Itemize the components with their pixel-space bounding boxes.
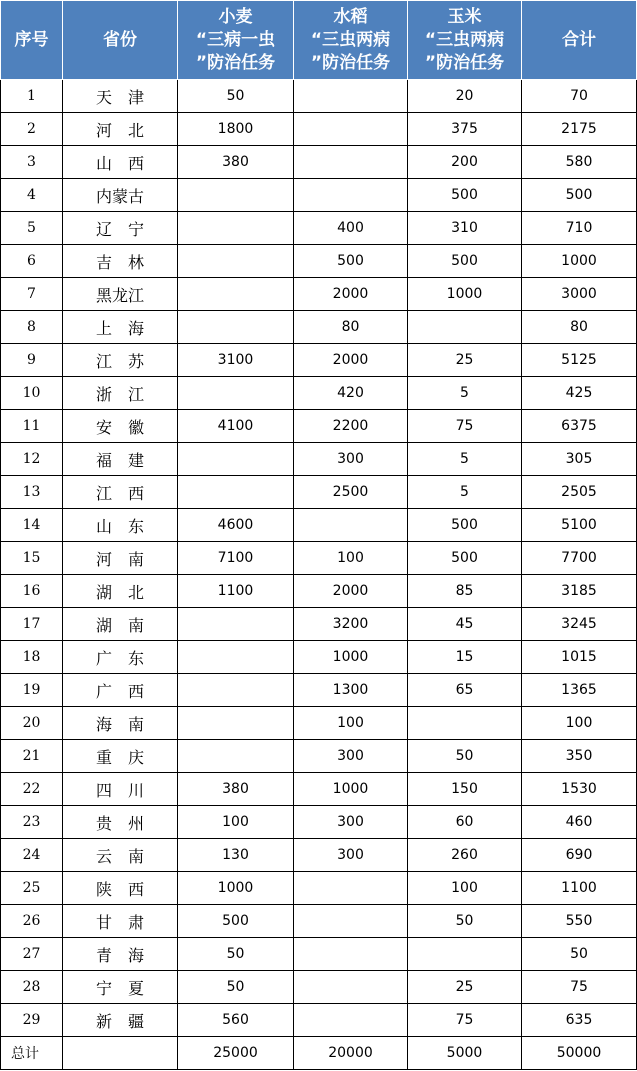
row-wheat <box>178 278 294 311</box>
row-index: 8 <box>1 311 63 344</box>
row-province: 福 建 <box>63 443 178 476</box>
table-row <box>1 410 637 443</box>
table-row <box>1 443 637 476</box>
table-row <box>1 245 637 278</box>
header-wheat-line3: ”防治任务 <box>195 52 276 73</box>
row-province: 上 海 <box>63 311 178 344</box>
row-total: 3000 <box>522 278 637 311</box>
row-total: 70 <box>522 80 637 113</box>
row-rice <box>294 80 408 113</box>
row-rice: 100 <box>294 542 408 575</box>
row-index: 29 <box>1 1004 63 1037</box>
row-wheat: 1800 <box>178 113 294 146</box>
row-total: 3245 <box>522 608 637 641</box>
row-total: 550 <box>522 905 637 938</box>
row-total: 1530 <box>522 773 637 806</box>
row-total: 1365 <box>522 674 637 707</box>
row-rice: 1300 <box>294 674 408 707</box>
row-rice: 1000 <box>294 641 408 674</box>
row-rice <box>294 113 408 146</box>
row-total: 5125 <box>522 344 637 377</box>
header-rice-line2: “三虫两病 <box>310 29 391 50</box>
row-province: 河 南 <box>63 542 178 575</box>
row-index: 24 <box>1 839 63 872</box>
total-rice: 20000 <box>294 1037 408 1070</box>
row-rice: 300 <box>294 740 408 773</box>
row-total: 7700 <box>522 542 637 575</box>
total-corn: 5000 <box>408 1037 522 1070</box>
table-row <box>1 476 637 509</box>
table-row <box>1 344 637 377</box>
table-row <box>1 179 637 212</box>
row-wheat <box>178 476 294 509</box>
row-wheat: 7100 <box>178 542 294 575</box>
row-corn: 50 <box>408 905 522 938</box>
table-row <box>1 608 637 641</box>
row-corn: 50 <box>408 740 522 773</box>
row-corn <box>408 938 522 971</box>
row-wheat: 4600 <box>178 509 294 542</box>
row-rice: 300 <box>294 806 408 839</box>
row-wheat <box>178 245 294 278</box>
row-corn: 200 <box>408 146 522 179</box>
table-row <box>1 377 637 410</box>
table-row <box>1 740 637 773</box>
header-rice <box>294 1 408 80</box>
table-row <box>1 80 637 113</box>
row-wheat <box>178 608 294 641</box>
row-corn: 75 <box>408 410 522 443</box>
table-row <box>1 872 637 905</box>
row-wheat: 380 <box>178 146 294 179</box>
row-index: 10 <box>1 377 63 410</box>
row-rice: 80 <box>294 311 408 344</box>
row-index: 7 <box>1 278 63 311</box>
row-index: 12 <box>1 443 63 476</box>
header-rice-line3: ”防治任务 <box>310 52 391 73</box>
row-corn: 25 <box>408 971 522 1004</box>
row-wheat <box>178 377 294 410</box>
header-index: 序号 <box>1 1 63 80</box>
row-corn: 75 <box>408 1004 522 1037</box>
row-total: 500 <box>522 179 637 212</box>
row-index: 9 <box>1 344 63 377</box>
row-corn <box>408 707 522 740</box>
row-total: 3185 <box>522 575 637 608</box>
row-province: 安 徽 <box>63 410 178 443</box>
header-wheat <box>178 1 294 80</box>
header-corn-line2: “三虫两病 <box>424 29 505 50</box>
row-corn: 5 <box>408 443 522 476</box>
row-province: 湖 北 <box>63 575 178 608</box>
row-rice <box>294 905 408 938</box>
row-wheat <box>178 707 294 740</box>
row-province: 内蒙古 <box>63 179 178 212</box>
row-rice <box>294 1004 408 1037</box>
row-index: 20 <box>1 707 63 740</box>
row-total: 690 <box>522 839 637 872</box>
table-row <box>1 1004 637 1037</box>
row-corn: 150 <box>408 773 522 806</box>
table-footer <box>1 1037 637 1070</box>
table-row <box>1 938 637 971</box>
row-province: 四 川 <box>63 773 178 806</box>
row-wheat <box>178 311 294 344</box>
header-corn <box>408 1 522 80</box>
row-corn: 85 <box>408 575 522 608</box>
row-province: 宁 夏 <box>63 971 178 1004</box>
row-corn: 1000 <box>408 278 522 311</box>
row-corn: 500 <box>408 509 522 542</box>
row-rice <box>294 509 408 542</box>
row-corn: 100 <box>408 872 522 905</box>
row-total: 305 <box>522 443 637 476</box>
row-index: 6 <box>1 245 63 278</box>
row-index: 21 <box>1 740 63 773</box>
row-total: 75 <box>522 971 637 1004</box>
row-wheat <box>178 674 294 707</box>
table-row <box>1 641 637 674</box>
row-total: 2505 <box>522 476 637 509</box>
row-province: 广 西 <box>63 674 178 707</box>
row-index: 14 <box>1 509 63 542</box>
header-rice-line1: 水稻 <box>333 6 368 27</box>
row-corn: 25 <box>408 344 522 377</box>
total-label: 总计 <box>1 1037 63 1070</box>
row-province: 山 西 <box>63 146 178 179</box>
row-index: 18 <box>1 641 63 674</box>
row-index: 17 <box>1 608 63 641</box>
row-corn: 45 <box>408 608 522 641</box>
row-corn <box>408 311 522 344</box>
table-body <box>1 80 637 1037</box>
row-province: 贵 州 <box>63 806 178 839</box>
row-index: 13 <box>1 476 63 509</box>
row-total: 580 <box>522 146 637 179</box>
table-row <box>1 146 637 179</box>
row-wheat <box>178 740 294 773</box>
row-corn: 375 <box>408 113 522 146</box>
row-corn: 500 <box>408 245 522 278</box>
row-wheat: 4100 <box>178 410 294 443</box>
row-province: 山 东 <box>63 509 178 542</box>
row-index: 23 <box>1 806 63 839</box>
row-corn: 15 <box>408 641 522 674</box>
row-index: 22 <box>1 773 63 806</box>
row-index: 3 <box>1 146 63 179</box>
row-rice <box>294 938 408 971</box>
table-row <box>1 509 637 542</box>
row-province: 青 海 <box>63 938 178 971</box>
row-wheat: 100 <box>178 806 294 839</box>
table-row <box>1 773 637 806</box>
row-total: 1100 <box>522 872 637 905</box>
row-total: 635 <box>522 1004 637 1037</box>
row-province: 江 西 <box>63 476 178 509</box>
row-corn: 5 <box>408 377 522 410</box>
row-index: 19 <box>1 674 63 707</box>
row-province: 河 北 <box>63 113 178 146</box>
header-row <box>1 1 637 80</box>
row-total: 710 <box>522 212 637 245</box>
row-province: 广 东 <box>63 641 178 674</box>
row-index: 28 <box>1 971 63 1004</box>
row-wheat: 50 <box>178 80 294 113</box>
row-rice: 2000 <box>294 344 408 377</box>
row-province: 海 南 <box>63 707 178 740</box>
row-index: 15 <box>1 542 63 575</box>
row-total: 6375 <box>522 410 637 443</box>
row-province: 天 津 <box>63 80 178 113</box>
header-wheat-line1: 小麦 <box>218 6 253 27</box>
row-rice: 100 <box>294 707 408 740</box>
row-wheat <box>178 641 294 674</box>
row-rice: 500 <box>294 245 408 278</box>
table-row <box>1 113 637 146</box>
row-index: 16 <box>1 575 63 608</box>
row-province: 云 南 <box>63 839 178 872</box>
row-province: 湖 南 <box>63 608 178 641</box>
row-rice: 1000 <box>294 773 408 806</box>
table-row <box>1 542 637 575</box>
header-corn-line1: 玉米 <box>447 6 482 27</box>
row-province: 辽 宁 <box>63 212 178 245</box>
table-row <box>1 674 637 707</box>
row-total: 1015 <box>522 641 637 674</box>
row-province: 黑龙江 <box>63 278 178 311</box>
row-wheat: 130 <box>178 839 294 872</box>
total-row <box>1 1037 637 1070</box>
row-index: 27 <box>1 938 63 971</box>
row-rice: 420 <box>294 377 408 410</box>
row-rice <box>294 179 408 212</box>
header-corn-line3: ”防治任务 <box>424 52 505 73</box>
row-wheat: 3100 <box>178 344 294 377</box>
row-rice: 2000 <box>294 278 408 311</box>
row-wheat: 500 <box>178 905 294 938</box>
row-total: 50 <box>522 938 637 971</box>
row-wheat <box>178 443 294 476</box>
row-corn: 60 <box>408 806 522 839</box>
row-rice: 3200 <box>294 608 408 641</box>
row-corn: 310 <box>408 212 522 245</box>
total-sum: 50000 <box>522 1037 637 1070</box>
row-total: 350 <box>522 740 637 773</box>
row-corn: 20 <box>408 80 522 113</box>
row-rice: 2500 <box>294 476 408 509</box>
row-wheat: 380 <box>178 773 294 806</box>
row-wheat: 1000 <box>178 872 294 905</box>
row-total: 5100 <box>522 509 637 542</box>
row-corn: 5 <box>408 476 522 509</box>
table-row <box>1 575 637 608</box>
row-wheat <box>178 179 294 212</box>
row-province: 重 庆 <box>63 740 178 773</box>
table-row <box>1 278 637 311</box>
row-rice: 300 <box>294 839 408 872</box>
row-corn: 65 <box>408 674 522 707</box>
row-index: 1 <box>1 80 63 113</box>
row-rice: 300 <box>294 443 408 476</box>
row-rice: 400 <box>294 212 408 245</box>
total-wheat: 25000 <box>178 1037 294 1070</box>
table-row <box>1 212 637 245</box>
row-total: 425 <box>522 377 637 410</box>
table-row <box>1 311 637 344</box>
row-rice <box>294 872 408 905</box>
row-rice <box>294 971 408 1004</box>
row-province: 陕 西 <box>63 872 178 905</box>
row-province: 甘 肃 <box>63 905 178 938</box>
row-total: 2175 <box>522 113 637 146</box>
table-row <box>1 971 637 1004</box>
row-wheat: 560 <box>178 1004 294 1037</box>
row-rice: 2200 <box>294 410 408 443</box>
row-province: 江 苏 <box>63 344 178 377</box>
row-index: 26 <box>1 905 63 938</box>
row-province: 吉 林 <box>63 245 178 278</box>
row-total: 100 <box>522 707 637 740</box>
total-province-cell <box>63 1037 178 1070</box>
row-corn: 260 <box>408 839 522 872</box>
row-wheat: 50 <box>178 971 294 1004</box>
row-corn: 500 <box>408 179 522 212</box>
row-total: 1000 <box>522 245 637 278</box>
row-province: 新 疆 <box>63 1004 178 1037</box>
row-index: 11 <box>1 410 63 443</box>
header-total: 合计 <box>522 1 637 80</box>
header-province: 省份 <box>63 1 178 80</box>
row-index: 2 <box>1 113 63 146</box>
table-row <box>1 839 637 872</box>
row-total: 460 <box>522 806 637 839</box>
row-index: 4 <box>1 179 63 212</box>
row-wheat <box>178 212 294 245</box>
header-wheat-line2: “三病一虫 <box>195 29 276 50</box>
row-wheat: 1100 <box>178 575 294 608</box>
row-index: 25 <box>1 872 63 905</box>
row-corn: 500 <box>408 542 522 575</box>
table-row <box>1 707 637 740</box>
row-rice: 2000 <box>294 575 408 608</box>
row-rice <box>294 146 408 179</box>
table-header <box>1 1 637 80</box>
row-wheat: 50 <box>178 938 294 971</box>
row-total: 80 <box>522 311 637 344</box>
table-row <box>1 806 637 839</box>
row-province: 浙 江 <box>63 377 178 410</box>
row-index: 5 <box>1 212 63 245</box>
table-row <box>1 905 637 938</box>
